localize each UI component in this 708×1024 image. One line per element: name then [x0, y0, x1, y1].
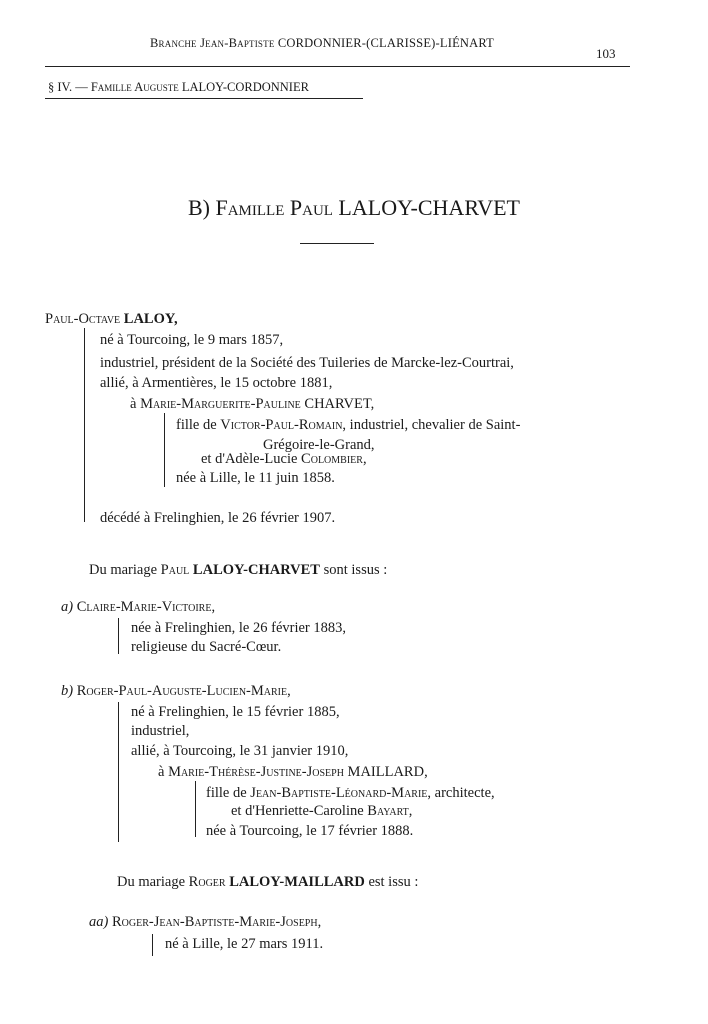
father-name: Victor-Paul-Romain	[220, 417, 343, 433]
child-name: Roger-Jean-Baptiste-Marie-Joseph,	[111, 914, 322, 930]
spouse-mother-line	[231, 803, 412, 820]
issue-text-start: Du mariage	[89, 562, 158, 578]
occupation-line: industriel, président de la Société des Tuileries de Marcke-lez-Courtrai,	[100, 355, 514, 371]
child-entry-aa	[89, 914, 321, 931]
section-label-text: § IV. — Famille Auguste LALOY-CORDONNIER	[48, 80, 309, 94]
child-birth-line: née à Frelinghien, le 26 février 1883,	[131, 620, 347, 636]
spouse-father-line-cont: Grégoire-le-Grand,	[263, 437, 375, 453]
child-entry-b	[61, 683, 291, 700]
bracket-bar	[152, 934, 153, 956]
spouse-prefix: à	[130, 396, 137, 412]
father-suffix: , industriel, chevalier de Saint-	[342, 417, 521, 433]
spouse-prefix: à	[158, 764, 165, 780]
mother-prefix: et d'Henriette-Caroline	[231, 803, 364, 819]
child-label: aa)	[89, 914, 109, 930]
spouse-birth-line: née à Lille, le 11 juin 1858.	[176, 470, 335, 486]
bracket-bar	[195, 781, 196, 837]
issue-text-end: sont issus :	[323, 562, 388, 578]
bracket-bar	[164, 413, 165, 487]
spouse-surname: CHARVET,	[304, 396, 375, 412]
bracket-bar	[84, 328, 85, 522]
birth-line: né à Tourcoing, le 9 mars 1857,	[100, 332, 284, 348]
issue-heading	[117, 874, 418, 891]
spouse-surname: MAILLARD,	[347, 764, 428, 780]
marriage-line: allié, à Armentières, le 15 octobre 1881,	[100, 375, 333, 391]
child-name: Claire-Marie-Victoire,	[76, 599, 216, 615]
spouse-mother-line	[201, 451, 367, 468]
child-label: b)	[61, 683, 74, 699]
person-name	[45, 311, 178, 328]
issue-first-name: Paul	[160, 562, 190, 578]
father-prefix: fille de	[206, 785, 247, 801]
issue-surname: LALOY-MAILLARD	[229, 874, 365, 890]
child-name: Roger-Paul-Auguste-Lucien-Marie,	[76, 683, 291, 699]
bracket-bar	[118, 618, 119, 654]
spouse-line	[130, 396, 374, 413]
child-birth-line: né à Lille, le 27 mars 1911.	[165, 936, 324, 952]
spouse-birth-line: née à Tourcoing, le 17 février 1888.	[206, 823, 414, 839]
mother-name: Bayart	[367, 803, 409, 819]
child-occupation-line: industriel,	[131, 723, 190, 739]
father-prefix: fille de	[176, 417, 217, 433]
issue-surname: LALOY-CHARVET	[192, 562, 320, 578]
issue-text-start: Du mariage	[117, 874, 186, 890]
spouse-name: Marie-Thérèse-Justine-Joseph	[168, 764, 344, 780]
mother-suffix: ,	[362, 451, 367, 467]
issue-text-end: est issu :	[368, 874, 419, 890]
title-rule	[300, 243, 374, 244]
child-entry-a	[61, 599, 215, 616]
header-rule	[45, 66, 630, 67]
child-marriage-line: allié, à Tourcoing, le 31 janvier 1910,	[131, 743, 349, 759]
bracket-bar	[118, 702, 119, 842]
issue-heading	[89, 562, 387, 579]
running-head	[150, 36, 494, 51]
person-surname: LALOY,	[123, 311, 178, 327]
page-title: B) Famille Paul LALOY-CHARVET	[187, 195, 520, 220]
spouse-line	[158, 764, 428, 781]
child-note-line: religieuse du Sacré-Cœur.	[131, 639, 282, 655]
child-label: a)	[61, 599, 74, 615]
mother-name: Colombier	[301, 451, 363, 467]
issue-first-name: Roger	[188, 874, 226, 890]
section-label	[48, 80, 309, 95]
spouse-father-line	[176, 417, 520, 434]
person-first-names: Paul-Octave	[45, 311, 121, 327]
death-line: décédé à Frelinghien, le 26 février 1907.	[100, 510, 336, 526]
spouse-father-line	[206, 785, 495, 802]
mother-suffix: ,	[408, 803, 413, 819]
page-number: 103	[596, 46, 616, 61]
mother-prefix: et d'Adèle-Lucie	[201, 451, 298, 467]
running-head-text: Branche Jean-Baptiste CORDONNIER-(CLARISSE)-LIÉNART	[150, 36, 494, 50]
section-rule	[45, 98, 363, 99]
child-birth-line: né à Frelinghien, le 15 février 1885,	[131, 704, 340, 720]
father-name: Jean-Baptiste-Léonard-Marie	[250, 785, 428, 801]
spouse-name: Marie-Marguerite-Pauline	[140, 396, 301, 412]
father-suffix: , architecte,	[427, 785, 495, 801]
